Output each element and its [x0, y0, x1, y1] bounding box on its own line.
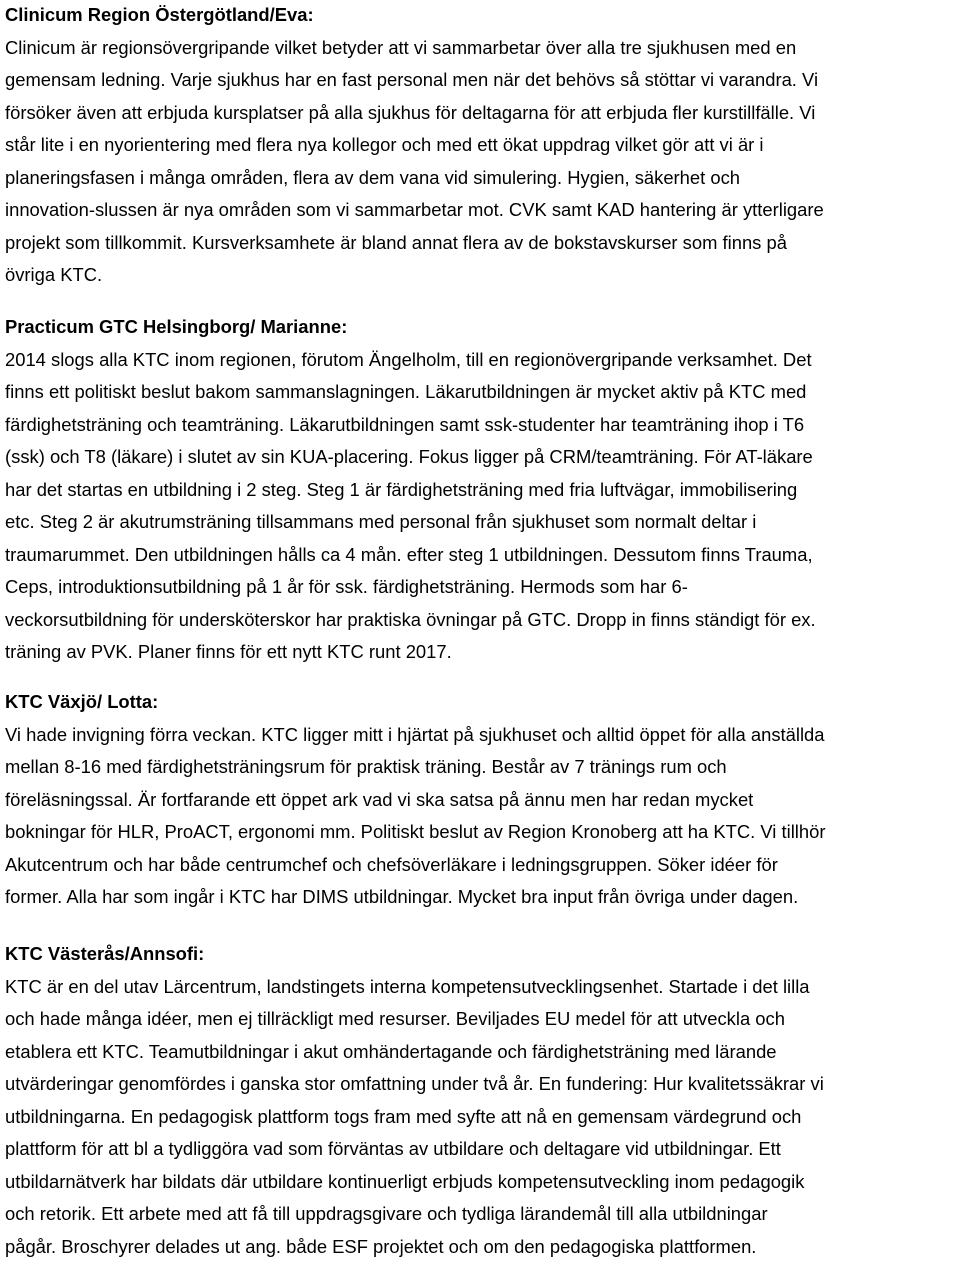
paragraph-line: träning av PVK. Planer finns för ett nytt KTC runt 2017.	[5, 641, 452, 662]
section-paragraph	[5, 344, 816, 669]
section-heading: KTC Växjö/ Lotta:	[5, 691, 159, 712]
paragraph-line: Clinicum är regionsövergripande vilket betyder att vi sammarbetar över alla tre sjukhusen med en	[5, 36, 797, 58]
paragraph-line: Ceps, introduktionsutbildning på 1 år för ssk. färdighetsträning. Hermods som har 6-	[5, 576, 688, 597]
paragraph-line: plattform för att bl a tydliggöra vad som förväntas av utbildare och deltagare vid utbildningar. Ett	[5, 1138, 781, 1159]
paragraph-line: projekt som tillkommit. Kursverksamhete är bland annat flera av de bokstavskurser som finns på	[5, 231, 787, 253]
section-paragraph	[5, 719, 825, 914]
paragraph-line: finns ett politiskt beslut bakom sammanslagningen. Läkarutbildningen är mycket aktiv på KTC med	[5, 381, 807, 402]
section-ktc-vaxjo	[5, 686, 825, 914]
section-heading: KTC Västerås/Annsofi:	[5, 943, 205, 964]
paragraph-line: färdighetsträning och teamträning. Läkarutbildningen samt ssk-studenter har teamträning ihop i T6	[5, 413, 805, 435]
section-paragraph	[5, 971, 824, 1264]
section-ktc-vasteras	[5, 938, 824, 1263]
paragraph-line: innovation-slussen är nya områden som vi sammarbetar mot. CVK samt KAD hantering är ytterligare	[5, 199, 824, 220]
section-heading: Practicum GTC Helsingborg/ Marianne:	[5, 316, 348, 337]
section-practicum	[5, 311, 816, 669]
paragraph-line: övriga KTC.	[5, 264, 103, 285]
paragraph-line: 2014 slogs alla KTC inom regionen, förutom Ängelholm, till en regionövergripande verksamhet. Det	[5, 348, 812, 370]
section-paragraph	[5, 32, 824, 292]
paragraph-line: Akutcentrum och har både centrumchef och chefsöverläkare i ledningsgruppen. Söker idéer för	[5, 853, 778, 875]
paragraph-line: utbildningarna. En pedagogisk plattform togs fram med syfte att nå en gemensam värdegrund och	[5, 1105, 802, 1127]
section-clinicum	[5, 0, 824, 292]
paragraph-line: har det startas en utbildning i 2 steg. Steg 1 är färdighetsträning med fria luftvägar, immobilisering	[5, 478, 798, 500]
paragraph-line: mellan 8-16 med färdighetsträningsrum för praktisk träning. Består av 7 tränings rum och	[5, 756, 727, 777]
paragraph-line: föreläsningssal. Är fortfarande ett öppet ark vad vi ska satsa på ännu men har redan mycket	[5, 788, 754, 810]
paragraph-line: etablera ett KTC. Teamutbildningar i akut omhändertagande och färdighetsträning med lärande	[5, 1040, 777, 1062]
paragraph-line: (ssk) och T8 (läkare) i slutet av sin KUA-placering. Fokus ligger på CRM/teamträning. För AT-läkare	[5, 446, 813, 467]
paragraph-line: försöker även att erbjuda kursplatser på alla sjukhus för deltagarna för att erbjuda fler kurstillfälle. Vi	[5, 101, 816, 123]
paragraph-line: pågår. Broschyrer delades ut ang. både ESF projektet och om den pedagogiska plattformen.	[5, 1235, 757, 1257]
paragraph-line: veckorsutbildning för undersköterskor har praktiska övningar på GTC. Dropp in finns ständigt för ex.	[5, 608, 816, 630]
paragraph-line: Vi hade invigning förra veckan. KTC ligger mitt i hjärtat på sjukhuset och alltid öppet för alla anställda	[5, 723, 825, 745]
paragraph-line: och retorik. Ett arbete med att få till uppdragsgivare och tydliga lärandemål till alla utbildningar	[5, 1203, 768, 1224]
paragraph-line: utbildarnätverk har bildats där utbildare kontinuerligt erbjuds kompetensutveckling inom pedagogik	[5, 1170, 805, 1192]
paragraph-line: står lite i en nyorientering med flera nya kollegor och med ett ökat uppdrag vilket gör att vi är i	[5, 134, 764, 155]
paragraph-line: traumarummet. Den utbildningen hålls ca 4 mån. efter steg 1 utbildningen. Dessutom finns Trauma,	[5, 543, 813, 565]
paragraph-line: bokningar för HLR, ProACT, ergonomi mm. Politiskt beslut av Region Kronoberg att ha KTC. Vi tillhör	[5, 821, 826, 842]
paragraph-line: etc. Steg 2 är akutrumsträning tillsammans med personal från sjukhuset som normalt deltar i	[5, 511, 757, 532]
paragraph-line: gemensam ledning. Varje sjukhus har en fast personal men när det behövs så stöttar vi varandra. Vi	[5, 69, 819, 90]
paragraph-line: utvärderingar genomfördes i ganska stor omfattning under två år. En fundering: Hur kvalitetssäkrar vi	[5, 1073, 824, 1094]
paragraph-line: och hade många idéer, men ej tillräckligt med resurser. Beviljades EU medel för att utveckla och	[5, 1008, 785, 1029]
paragraph-line: KTC är en del utav Lärcentrum, landstingets interna kompetensutvecklingsenhet. Startade i det lilla	[5, 975, 810, 997]
paragraph-line: former. Alla har som ingår i KTC har DIMS utbildningar. Mycket bra input från övriga under dagen.	[5, 886, 799, 907]
paragraph-line: planeringsfasen i många områden, flera av dem vana vid simulering. Hygien, säkerhet och	[5, 166, 740, 188]
section-heading: Clinicum Region Östergötland/Eva:	[5, 4, 314, 25]
